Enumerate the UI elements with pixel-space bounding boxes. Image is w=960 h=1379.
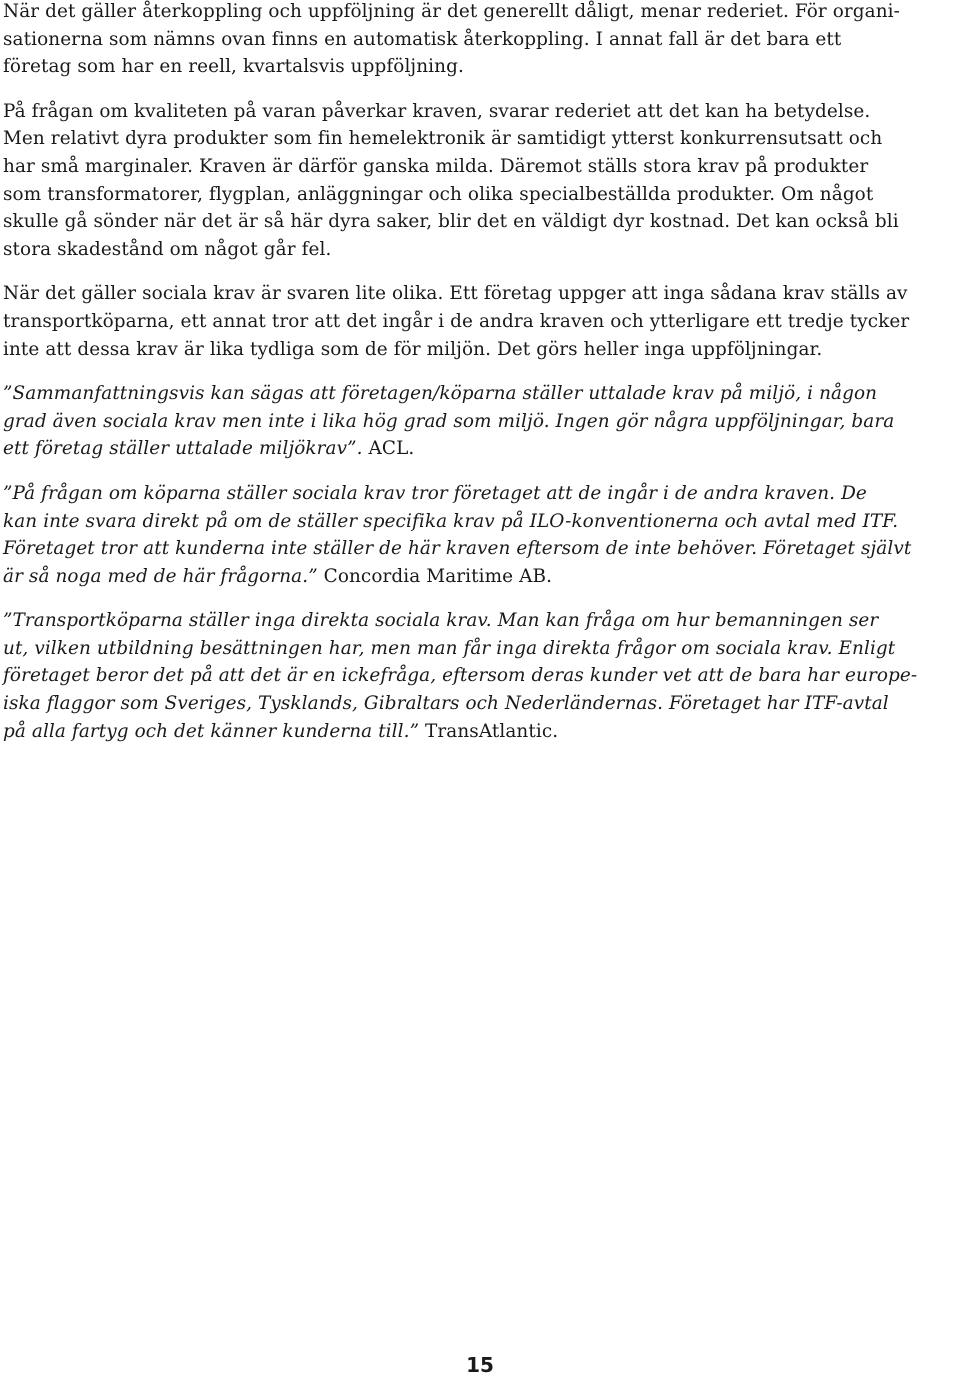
text-line: stora skadestånd om något går fel. [3, 238, 332, 260]
text-line: När det gäller återkoppling och uppföljning är det generellt dåligt, menar rederiet. För organi- [3, 1, 900, 22]
paragraph-feedback [3, 0, 958, 81]
quote-source: Concordia Maritime AB. [317, 565, 553, 587]
quote-line: ”Transportköparna ställer inga direkta sociala krav. Man kan fråga om hur bemanningen ser [3, 610, 879, 632]
quote-line: ”På frågan om köparna ställer sociala krav tror företaget att de ingår i de andra kraven. De [3, 482, 867, 504]
paragraph-quality [3, 98, 958, 264]
quote-line: kan inte svara direkt på om de ställer specifika krav på ILO-konventionerna och avtal med ITF. [3, 510, 899, 532]
quote-line: på alla fartyg och det känner kunderna till.” [3, 720, 420, 742]
text-line: skulle gå sönder när det är så här dyra saker, blir det en väldigt dyr kostnad. Det kan också bli [3, 211, 899, 233]
quote-transatlantic [3, 607, 958, 745]
text-line: som transformatorer, flygplan, anläggningar och olika specialbeställda produkter. Om något [3, 183, 874, 205]
quote-source: TransAtlantic. [419, 720, 559, 742]
quote-line: ut, vilken utbildning besättningen har, men man får inga direkta frågor om sociala krav. Enligt [3, 637, 896, 659]
quote-line: är så noga med de här frågorna.” [3, 565, 318, 587]
page-number: 15 [466, 1353, 494, 1377]
quote-line: iska flaggor som Sveriges, Tysklands, Gibraltars och Nederländernas. Företaget har ITF-avtal [3, 693, 889, 715]
text-line: På frågan om kvaliteten på varan påverkar kraven, svarar rederiet att det kan ha betydelse. [3, 100, 871, 122]
quote-line: företaget beror det på att det är en ickefråga, eftersom deras kunder vet att de bara har europe- [3, 665, 918, 687]
text-line: När det gäller sociala krav är svaren lite olika. Ett företag uppger att inga sådana krav ställs av [3, 283, 908, 305]
text-line: Men relativt dyra produkter som fin hemelektronik är samtidigt ytterst konkurrensutsatt och [3, 128, 883, 150]
quote-source: ACL. [362, 438, 415, 460]
quote-line: grad även sociala krav men inte i lika hög grad som miljö. Ingen gör några uppföljningar, bara [3, 410, 895, 432]
text-line: transportköparna, ett annat tror att det ingår i de andra kraven och ytterligare ett tredje tycker [3, 310, 910, 332]
text-line: har små marginaler. Kraven är därför ganska milda. Däremot ställs stora krav på produkter [3, 155, 869, 177]
text-line: företag som har en reell, kvartalsvis uppföljning. [3, 56, 464, 78]
text-line: inte att dessa krav är lika tydliga som de för miljön. Det görs heller inga uppföljningar. [3, 338, 823, 360]
quote-acl [3, 380, 958, 463]
quote-concordia [3, 480, 958, 590]
paragraph-social-demands [3, 280, 958, 363]
quote-line: ett företag ställer uttalade miljökrav”. [3, 438, 363, 460]
quote-line: Företaget tror att kunderna inte ställer de här kraven eftersom de inte behöver. Företaget självt [3, 538, 912, 560]
text-line: sationerna som nämns ovan finns en automatisk återkoppling. I annat fall är det bara ett [3, 28, 842, 50]
quote-line: ”Sammanfattningsvis kan sägas att företagen/köparna ställer uttalade krav på miljö, i någon [3, 383, 878, 405]
